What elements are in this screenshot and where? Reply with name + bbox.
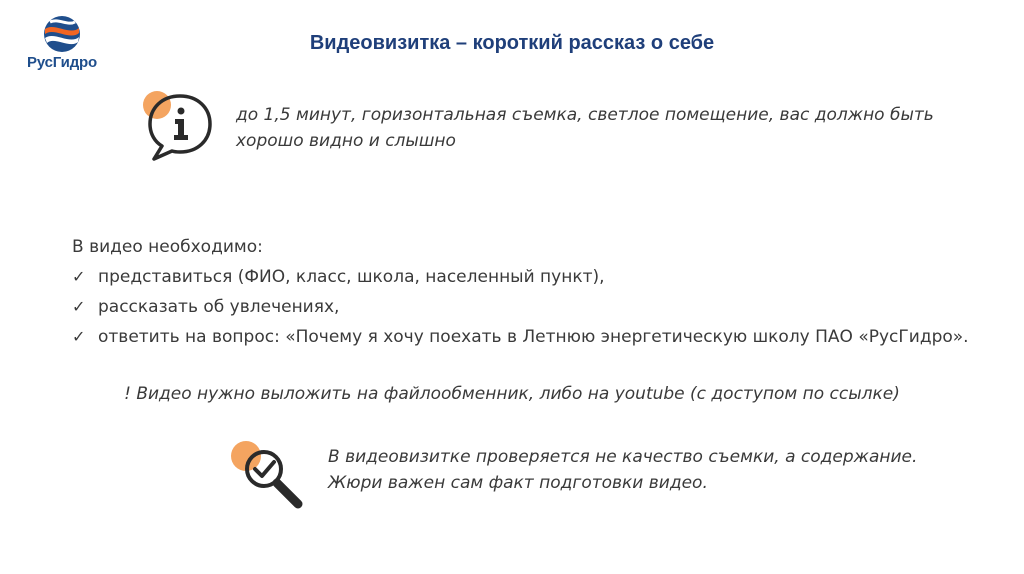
magnifier-check-icon	[228, 436, 310, 514]
check-note: В видеовизитке проверяется не качество съемки, а содержание. Жюри важен сам факт подготовки видео.	[328, 447, 918, 493]
list-item-text: рассказать об увлечениях,	[98, 297, 340, 317]
upload-reminder: ! Видео нужно выложить на файлообменник, либо на youtube (с доступом по ссылке)	[124, 384, 900, 404]
requirements-intro: В видео необходимо:	[72, 237, 263, 257]
list-item-text: представиться (ФИО, класс, школа, населенный пункт),	[98, 267, 605, 287]
check-icon: ✓	[72, 327, 86, 346]
info-note: до 1,5 минут, горизонтальная съемка, светлое помещение, вас должно быть хорошо видно и слышно	[236, 105, 934, 151]
list-item-text: ответить на вопрос: «Почему я хочу поехать в Летнюю энергетическую школу ПАО «РусГидро».	[98, 327, 969, 347]
logo-text: РусГидро	[27, 54, 97, 71]
list-item	[72, 262, 1012, 292]
list-item	[72, 322, 1012, 352]
requirements-list	[72, 262, 1012, 352]
check-icon: ✓	[72, 297, 86, 316]
info-speech-bubble-icon	[142, 88, 216, 164]
page-title: Видеовизитка – короткий рассказ о себе	[309, 32, 715, 54]
requirements-section	[72, 232, 1012, 352]
list-item	[72, 292, 1012, 322]
check-icon: ✓	[72, 267, 86, 286]
